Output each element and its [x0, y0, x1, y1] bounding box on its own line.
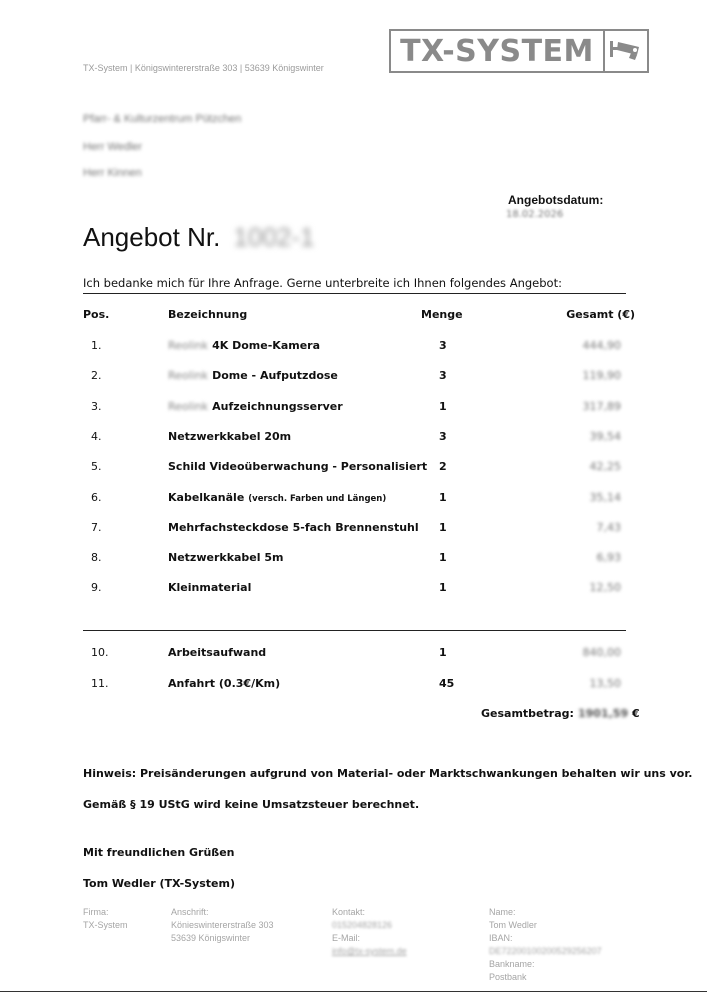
footer-email-label: E-Mail:	[332, 933, 361, 943]
row-name: Aufzeichnungsserver	[212, 399, 343, 413]
total-currency: €	[631, 707, 640, 720]
row-quantity: 1	[439, 490, 447, 504]
row-name: Kabelkanäle	[168, 490, 245, 504]
row-name: Kleinmaterial	[168, 581, 252, 595]
footer-company	[83, 906, 128, 932]
title-prefix: Angebot Nr.	[83, 222, 221, 252]
row-description	[168, 430, 291, 443]
row-position: 6.	[91, 490, 102, 504]
divider	[83, 630, 626, 631]
row-name: Mehrfachsteckdose 5-fach Brennenstuhl	[168, 520, 419, 534]
total-amount: 1901,59	[578, 707, 629, 720]
footer-firma-value: TX-System	[83, 920, 128, 930]
row-position: 9.	[91, 581, 102, 595]
table-row	[0, 339, 707, 355]
table-row	[0, 646, 707, 662]
row-total: 119,90	[582, 369, 621, 383]
footer-address-street: Könieswintererstraße 303	[171, 920, 274, 930]
row-description	[168, 581, 251, 594]
tax-note: Gemäß § 19 UStG wird keine Umsatzsteuer berechnet.	[83, 798, 420, 811]
column-header-name: Bezeichnung	[168, 308, 248, 321]
column-header-pos: Pos.	[83, 308, 110, 321]
footer-firma-label: Firma:	[83, 907, 109, 917]
row-quantity: 2	[439, 460, 447, 474]
security-camera-icon	[603, 31, 647, 71]
row-quantity: 3	[439, 369, 447, 383]
row-position: 11.	[91, 677, 109, 690]
company-logo	[389, 29, 649, 73]
offer-number: 1002-1	[233, 222, 315, 252]
row-description	[168, 646, 266, 659]
row-total: 444,90	[582, 339, 621, 352]
row-total: 6,93	[596, 551, 621, 565]
row-total: 12,50	[589, 581, 621, 595]
offer-date-value: 18.02.2026	[506, 209, 564, 220]
table-row	[0, 551, 707, 567]
greeting: Mit freundlichen Grüßen	[83, 846, 235, 859]
footer-phone: 015204828126	[332, 920, 393, 930]
page-bottom-divider	[0, 991, 707, 992]
row-description	[168, 521, 419, 534]
row-quantity: 1	[439, 646, 447, 659]
row-description	[168, 369, 338, 382]
row-quantity: 3	[439, 429, 447, 443]
row-description	[168, 460, 427, 473]
row-name: Netzwerkkabel 5m	[168, 551, 284, 565]
total-label: Gesamtbetrag:	[481, 707, 574, 720]
row-total: 42,25	[589, 460, 621, 474]
row-total: 35,14	[589, 490, 621, 504]
row-total: 13,50	[589, 677, 621, 690]
sender-address-line: TX-System | Königswintererstraße 303 | 53639 Königswinter	[83, 63, 324, 73]
row-name: Dome - Aufputzdose	[212, 369, 338, 383]
row-brand: Reolink	[168, 369, 209, 383]
footer-address-label: Anschrift:	[171, 907, 209, 917]
row-note: (versch. Farben und Längen)	[248, 493, 387, 504]
footer-name-value: Tom Wedler	[489, 920, 537, 930]
row-quantity: 3	[439, 339, 447, 352]
footer-contact-label: Kontakt:	[332, 907, 366, 917]
row-name: Schild Videoüberwachung - Personalisiert	[168, 460, 428, 474]
row-description	[168, 339, 320, 352]
row-brand: Reolink	[168, 339, 209, 352]
table-row	[0, 491, 707, 507]
total-value	[578, 707, 640, 720]
footer-address	[171, 906, 274, 945]
footer-iban-label: IBAN:	[489, 933, 513, 943]
divider	[83, 293, 626, 294]
row-total: 39,54	[589, 429, 621, 443]
row-position: 1.	[91, 339, 102, 352]
table-row	[0, 677, 707, 693]
row-brand: Reolink	[168, 399, 209, 413]
recipient-line: Herr Wedler	[83, 141, 143, 153]
row-position: 3.	[91, 399, 102, 413]
row-quantity: 45	[439, 677, 455, 690]
row-position: 4.	[91, 429, 102, 443]
row-description	[168, 677, 280, 690]
recipient-line: Herr Kinnen	[83, 167, 142, 179]
row-name: Anfahrt (0.3€/Km)	[168, 677, 281, 690]
row-description	[168, 491, 386, 504]
row-total: 840,00	[582, 646, 621, 659]
footer-email-link[interactable]: info@tx-system.de	[332, 946, 407, 956]
recipient-line: Pfarr- & Kulturzentrum Pützchen	[83, 113, 242, 125]
table-row	[0, 460, 707, 476]
footer-bank	[489, 906, 602, 984]
row-position: 7.	[91, 520, 102, 534]
footer-address-city: 53639 Königswinter	[171, 933, 251, 943]
page-title	[83, 222, 315, 253]
signature: Tom Wedler (TX-System)	[83, 877, 235, 890]
footer-bank-label: Bankname:	[489, 959, 535, 969]
table-row	[0, 369, 707, 385]
footer-name-label: Name:	[489, 907, 516, 917]
row-position: 10.	[91, 646, 109, 659]
row-name: 4K Dome-Kamera	[212, 339, 321, 352]
table-row	[0, 430, 707, 446]
footer-iban-value: DE72200100200529256207	[489, 946, 602, 956]
row-quantity: 1	[439, 399, 447, 413]
row-quantity: 1	[439, 581, 447, 595]
row-name: Arbeitsaufwand	[168, 646, 267, 659]
table-row	[0, 521, 707, 537]
logo-text: TX-SYSTEM	[400, 33, 594, 69]
footer-contact	[332, 906, 407, 958]
row-position: 2.	[91, 369, 102, 383]
row-quantity: 1	[439, 551, 447, 565]
column-header-qty: Menge	[421, 308, 463, 321]
row-total: 317,89	[582, 399, 621, 413]
price-change-hint: Hinweis: Preisänderungen aufgrund von Material- oder Marktschwankungen behalten wir uns vor.	[83, 767, 693, 780]
row-description	[168, 551, 283, 564]
row-quantity: 1	[439, 520, 447, 534]
row-position: 5.	[91, 460, 102, 474]
footer-bank-value: Postbank	[489, 972, 527, 982]
row-description	[168, 400, 343, 413]
column-header-total: Gesamt (€)	[566, 308, 635, 321]
table-row	[0, 581, 707, 597]
intro-text: Ich bedanke mich für Ihre Anfrage. Gerne unterbreite ich Ihnen folgendes Angebot:	[83, 276, 562, 290]
row-position: 8.	[91, 551, 102, 565]
row-name: Netzwerkkabel 20m	[168, 429, 292, 443]
table-row	[0, 400, 707, 416]
row-total: 7,43	[596, 520, 621, 534]
offer-date-label: Angebotsdatum:	[508, 193, 604, 207]
